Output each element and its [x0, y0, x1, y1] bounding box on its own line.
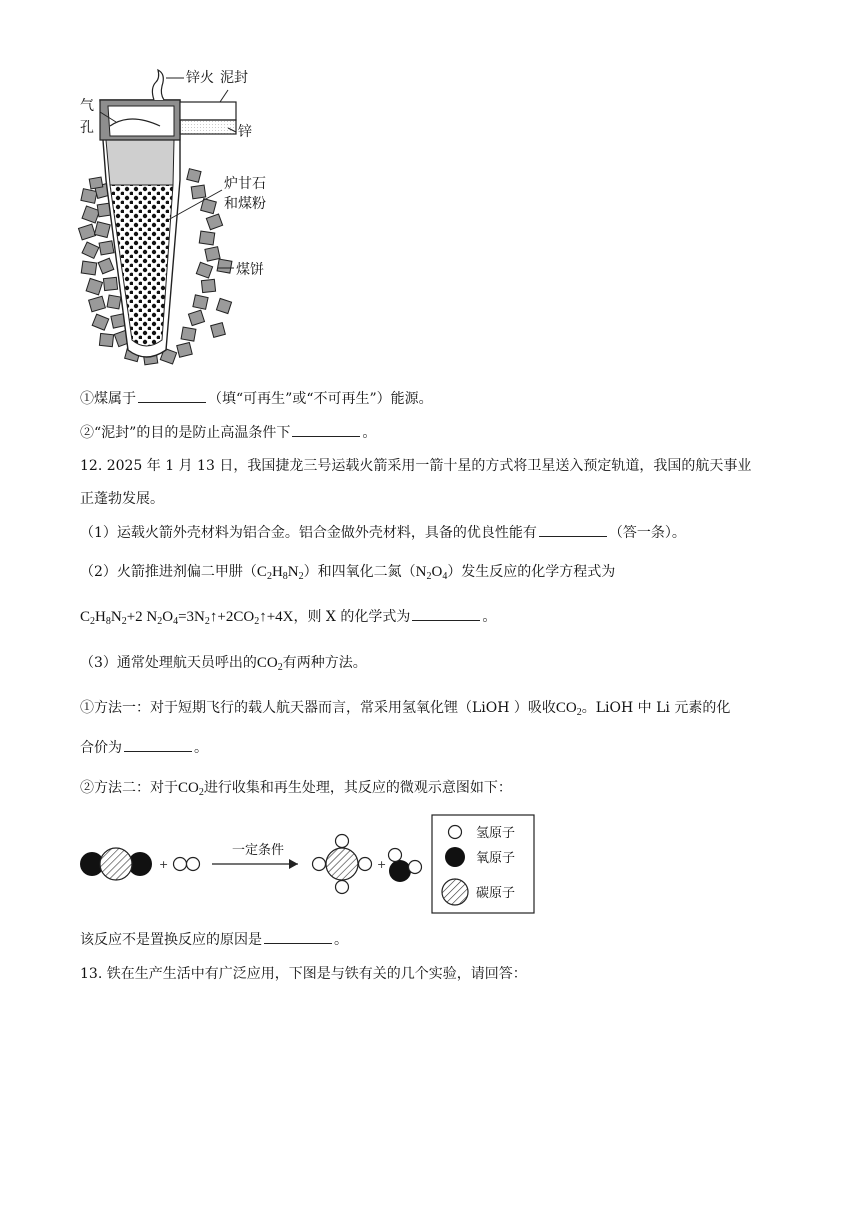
plus-sign: +: [159, 858, 169, 871]
atom-legend: [432, 815, 534, 913]
q12-method2: ②方法二：对于$CO_2$进行收集和再生处理，其反应的微观示意图如下：: [80, 780, 512, 798]
answer-blank[interactable]: [412, 608, 480, 621]
answer-blank[interactable]: [264, 931, 332, 944]
q11-item1: ①煤属于 （填“可再生”或“不可再生”）能源。: [80, 391, 433, 407]
label-air-hole-1: 气: [80, 98, 94, 114]
q12-equation: $C_2H_8N_2+2$ $N_2O_4=3N_2↑+2CO_2↑+4X$，则 X 的化学式为 。: [80, 609, 497, 627]
q12-part1: （1）运载火箭外壳材料为铝合金。铝合金做外壳材料，具备的优良性能有 （答一条）。: [80, 525, 686, 541]
formula-co2: $CO_2$: [256, 655, 283, 673]
label-zinc-fire: 锌火: [186, 70, 214, 86]
plus-sign: +: [377, 858, 387, 871]
legend-hydrogen: 氢原子: [476, 826, 516, 841]
zinc-furnace-figure: [70, 60, 310, 370]
co2-molecule: [80, 848, 152, 880]
formula-co2: $CO_2$: [178, 780, 204, 798]
zinc-fire: [152, 70, 164, 100]
legend-oxygen: 氧原子: [476, 851, 516, 866]
h2o-molecule: [389, 849, 422, 883]
formula-co2: $CO_2$: [555, 700, 582, 718]
micro-reaction-diagram: [70, 812, 550, 918]
q13-stem: 13. 铁在生产生活中有广泛应用，下图是与铁有关的几个实验，请回答：: [80, 966, 527, 982]
q12-method1-line2: 合价为 。: [80, 740, 208, 756]
formula-c2h8n2: $C_2H_8N_2$: [256, 564, 304, 582]
label-air-hole-2: 孔: [80, 120, 94, 136]
zinc-channel: [180, 102, 236, 120]
label-calamine-2: 和煤粉: [224, 196, 266, 212]
q12-method1-line1: ①方法一：对于短期飞行的载人航天器而言，常采用氢氧化锂（LiOH ）吸收$CO_2$。LiOH 中 Li 元素的化: [80, 700, 731, 718]
reaction-condition: 一定条件: [232, 843, 285, 858]
ch4-molecule: [313, 835, 372, 894]
label-mud-seal: 泥封: [220, 70, 248, 86]
chemical-equation: $C_2H_8N_2+2$ $N_2O_4=3N_2↑+2CO_2↑+4X$: [80, 609, 294, 627]
label-calamine-1: 炉甘石: [224, 176, 266, 192]
answer-blank[interactable]: [138, 390, 206, 403]
q12-stem-line1: 12. 2025 年 1 月 13 日，我国捷龙三号运载火箭采用一箭十星的方式将卫星送入预定轨道，我国的航天事业: [80, 458, 752, 474]
answer-blank[interactable]: [292, 424, 360, 437]
legend-carbon: 碳原子: [476, 886, 516, 901]
label-zinc: 锌: [238, 124, 252, 140]
label-coal-cake: 煤饼: [236, 262, 264, 278]
answer-blank[interactable]: [124, 739, 192, 752]
h2-molecule: [174, 858, 200, 871]
answer-blank[interactable]: [539, 524, 607, 537]
q12-reason: 该反应不是置换反应的原因是 。: [80, 932, 348, 948]
q12-part3: （3）通常处理航天员呼出的$CO_2$有两种方法。: [80, 655, 367, 673]
q12-stem-line2: 正蓬勃发展。: [80, 491, 164, 507]
q12-part2: （2）火箭推进剂偏二甲肼$(C_2H_8N_2)$和四氧化二氮$(N_2O_4)$发生反应的化学方程式为: [80, 564, 616, 582]
reaction-arrow: [289, 859, 298, 869]
q11-item2: ②“泥封”的目的是防止高温条件下 。: [80, 425, 377, 441]
formula-n2o4: $N_2O_4$: [415, 564, 448, 582]
